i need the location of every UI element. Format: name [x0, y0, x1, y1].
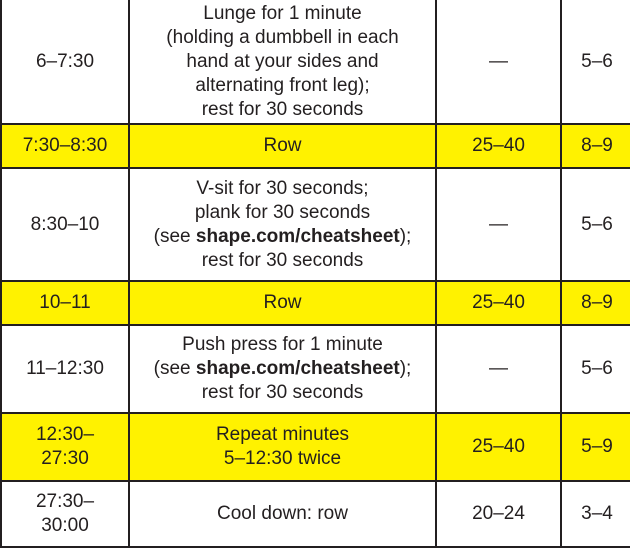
activity-line	[136, 177, 429, 201]
activity-link-text: shape.com/cheatsheet	[195, 358, 400, 379]
activity-text: rest for 30 seconds	[201, 382, 364, 403]
effort-cell: 5–9	[561, 413, 630, 481]
time-cell	[1, 481, 129, 547]
workout-table-body	[1, 0, 630, 547]
effort-cell: 5–6	[561, 325, 630, 413]
activity-cell	[129, 168, 436, 281]
activity-text: );	[399, 358, 412, 379]
activity-text: (see	[153, 225, 196, 247]
activity-line	[136, 225, 429, 249]
activity-text: 5–12:30 twice	[223, 448, 342, 469]
table-row	[1, 325, 630, 413]
activity-cell	[129, 325, 436, 413]
activity-text: rest for 30 seconds	[201, 98, 364, 120]
time-cell	[1, 124, 129, 168]
activity-line	[136, 134, 429, 158]
activity-text: );	[399, 225, 412, 247]
rate-cell: 20–24	[436, 481, 561, 547]
rate-cell: 25–40	[436, 124, 561, 168]
activity-cell	[129, 124, 436, 168]
activity-text: Repeat minutes	[215, 424, 350, 445]
effort-cell: 3–4	[561, 481, 630, 547]
activity-line	[136, 26, 429, 50]
time-line: 11–12:30	[26, 358, 104, 379]
time-line: 27:30	[41, 448, 89, 469]
activity-line	[136, 381, 429, 405]
table-row	[1, 281, 630, 325]
activity-text: Cool down: row	[217, 503, 348, 524]
activity-cell	[129, 481, 436, 547]
effort-cell: 5–6	[561, 0, 630, 124]
rate-cell: —	[436, 168, 561, 281]
activity-text: Push press for 1 minute	[182, 334, 383, 355]
activity-line	[136, 423, 429, 447]
activity-cell	[129, 413, 436, 481]
activity-line	[136, 502, 429, 526]
table-row	[1, 481, 630, 547]
activity-text: plank for 30 seconds	[194, 201, 371, 223]
time-cell	[1, 0, 129, 124]
time-cell	[1, 325, 129, 413]
effort-cell: 8–9	[561, 124, 630, 168]
activity-line	[136, 74, 429, 98]
activity-text: (see	[153, 358, 196, 379]
time-line: 10–11	[39, 292, 91, 313]
effort-cell: 5–6	[561, 168, 630, 281]
rate-cell: —	[436, 0, 561, 124]
rate-cell: 25–40	[436, 281, 561, 325]
rate-cell: 25–40	[436, 413, 561, 481]
activity-line	[136, 50, 429, 74]
activity-text: (holding a dumbbell in each	[166, 26, 399, 48]
table-row	[1, 0, 630, 124]
activity-line	[136, 201, 429, 225]
activity-text: rest for 30 seconds	[201, 249, 364, 271]
activity-text: Lunge for 1 minute	[203, 2, 362, 24]
time-line: 7:30–8:30	[22, 135, 108, 156]
time-cell	[1, 281, 129, 325]
activity-text: Row	[263, 135, 302, 156]
activity-text: alternating front leg);	[195, 74, 370, 96]
time-line: 27:30–	[35, 491, 95, 512]
time-cell	[1, 413, 129, 481]
table-row	[1, 413, 630, 481]
activity-link-text: shape.com/cheatsheet	[195, 225, 400, 247]
activity-cell	[129, 281, 436, 325]
activity-text: V-sit for 30 seconds;	[196, 177, 369, 199]
activity-line	[136, 357, 429, 381]
activity-line	[136, 291, 429, 315]
activity-line	[136, 98, 429, 122]
activity-text: hand at your sides and	[186, 50, 379, 72]
effort-cell: 8–9	[561, 281, 630, 325]
activity-line	[136, 333, 429, 357]
time-cell	[1, 168, 129, 281]
activity-cell	[129, 0, 436, 124]
time-line: 8:30–10	[30, 213, 100, 235]
activity-line	[136, 447, 429, 471]
time-line: 6–7:30	[35, 50, 95, 72]
activity-text: Row	[263, 292, 302, 313]
time-line: 30:00	[41, 515, 89, 536]
table-row	[1, 168, 630, 281]
rate-cell: —	[436, 325, 561, 413]
activity-line	[136, 2, 429, 26]
activity-line	[136, 249, 429, 273]
table-row	[1, 124, 630, 168]
time-line: 12:30–	[35, 424, 95, 445]
